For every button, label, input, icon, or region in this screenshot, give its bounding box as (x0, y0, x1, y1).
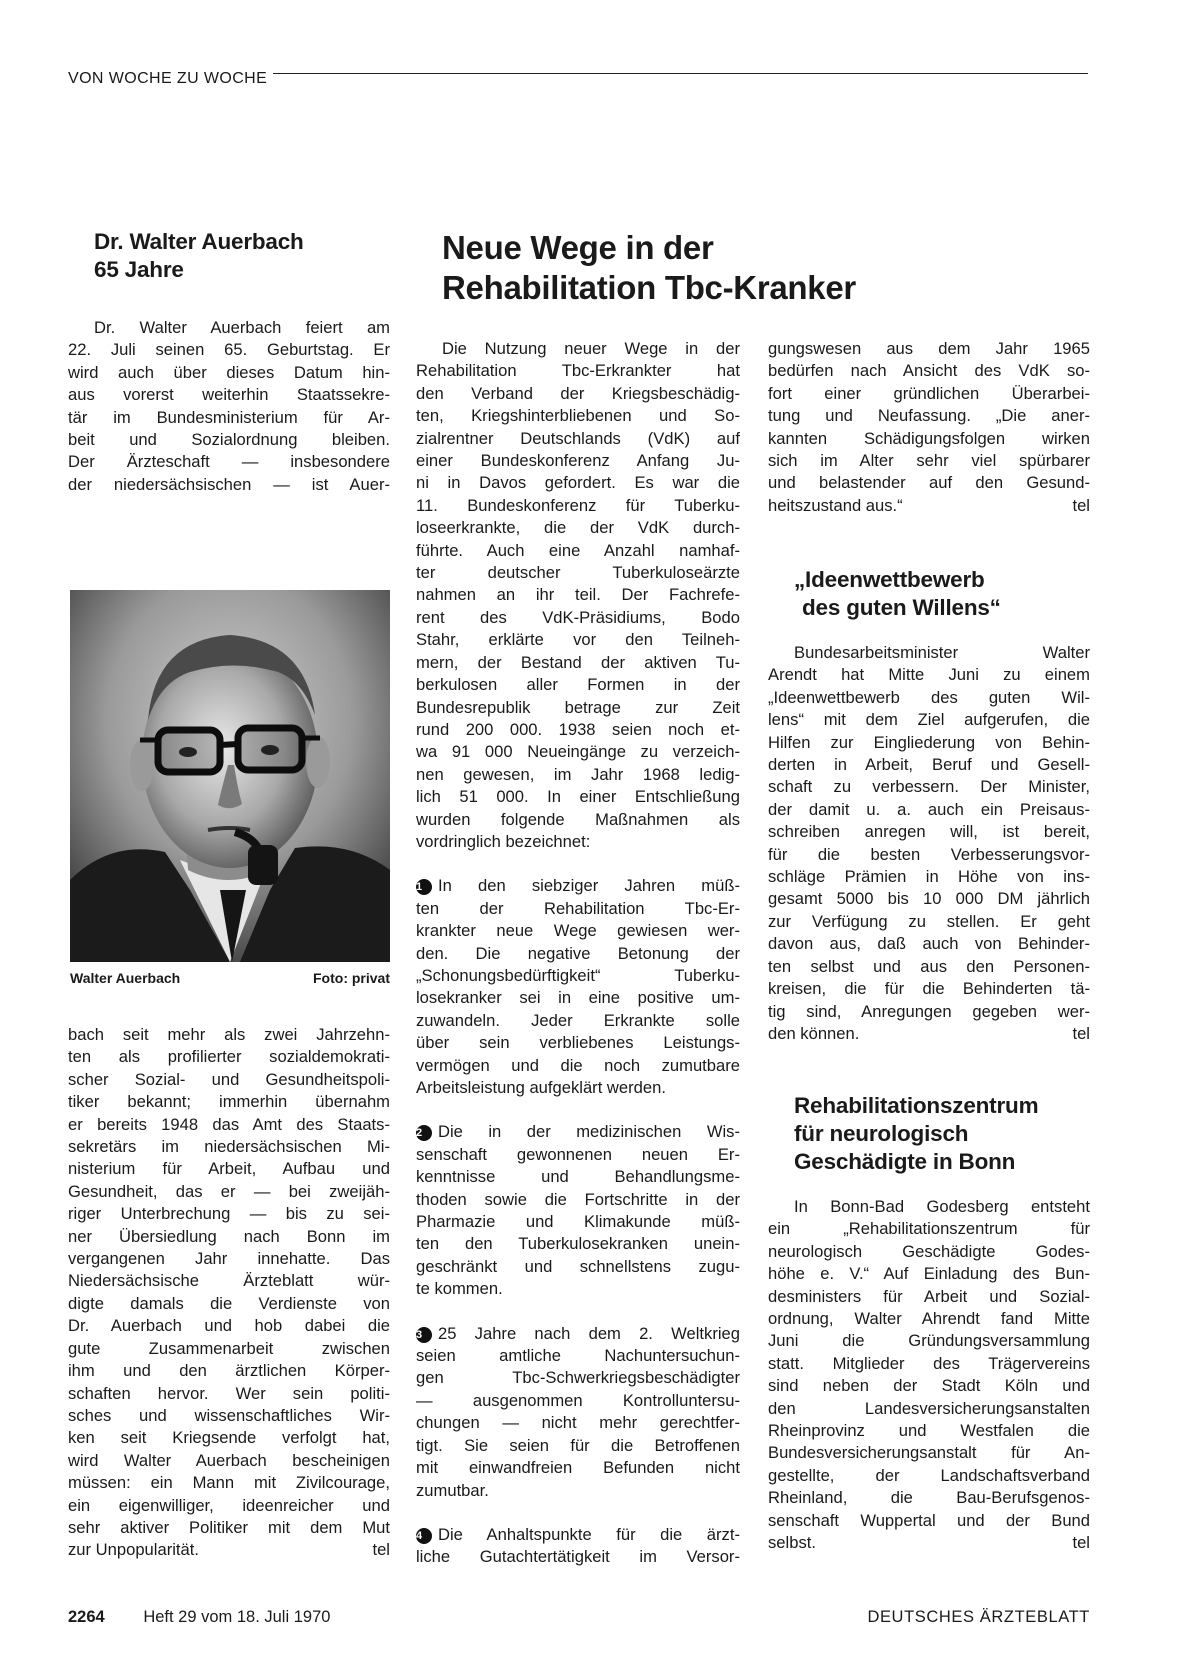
article-tbc-continued (768, 338, 1090, 517)
footer-left (68, 1608, 330, 1627)
text-line (416, 875, 740, 897)
article-auerbach-continued (68, 1024, 390, 1562)
text-line: selbst. (768, 1533, 816, 1553)
text-line: zialrentner Deutschlands (VdK) auf (416, 428, 740, 448)
text-line: wird Walter Auerbach bescheinigen (68, 1450, 390, 1470)
text-line: te kommen. (416, 1279, 503, 1299)
text-line: der damit u. a. auch ein Preisaus- (768, 799, 1090, 819)
photo-caption (70, 970, 390, 986)
text-line: schreiben anregen will, ist bereit, (768, 822, 1090, 842)
text-line: — ausgenommen Kontrolluntersu- (416, 1390, 740, 1410)
text-line: ten selbst und aus den Personen- (768, 956, 1090, 976)
text-line: gute Zusammenarbeit zwischen (68, 1338, 390, 1358)
text-line: Niedersächsische Ärzteblatt wür- (68, 1271, 390, 1291)
text-line: In Bonn-Bad Godesberg entsteht (794, 1197, 1090, 1216)
text-line: kreisen, die für die Behinderten tä- (768, 979, 1090, 999)
article-tbc-headline (442, 228, 942, 308)
text-line: liche Gutachtertätigkeit im Versor- (416, 1547, 740, 1567)
text-line: ordnung, Walter Ahrendt fand Mitte (768, 1309, 1090, 1329)
text-line: beit und Sozialordnung bleiben. (68, 430, 390, 450)
portrait-photo (70, 590, 390, 962)
text-line: neurologisch Geschädigte Godes- (768, 1241, 1090, 1261)
text-line: schaft zu verbessern. Der Minister, (768, 777, 1090, 797)
text-line: kannten Schädigungsfolgen wirken (768, 428, 1090, 448)
text-line: ten der Rehabilitation Tbc-Er- (416, 898, 740, 918)
text-line: gen Tbc-Schwerkriegsbeschädigter (416, 1368, 740, 1388)
text-fragment: Die in der medizinischen Wis- (438, 1122, 740, 1142)
text-line: bach seit mehr als zwei Jahrzehn- (68, 1025, 390, 1044)
page-number: 2264 (68, 1608, 105, 1626)
text-line: nahmen an ihr teil. Der Fachrefe- (416, 585, 740, 605)
text-line: Hilfen zur Eingliederung von Behin- (768, 732, 1090, 752)
text-line: nen gewesen, im Jahr 1968 ledig- (416, 764, 740, 784)
text-line: lens“ mit dem Ziel aufgerufen, die (768, 710, 1090, 730)
article-ideenwettbewerb-headline (794, 566, 1094, 622)
text-line: statt. Mitglieder des Trägervereins (768, 1353, 1090, 1373)
text-line: wurden folgende Maßnahmen als (416, 809, 740, 829)
headline-line: 65 Jahre (94, 257, 184, 282)
text-line: ni in Davos gefordert. Es war die (416, 473, 740, 493)
text-line: Arbeitsleistung aufgeklärt werden. (416, 1078, 666, 1097)
text-line: Bundesrepublik betrage zur Zeit (416, 697, 740, 717)
text-line: sind neben der Stadt Köln und (768, 1376, 1090, 1396)
portrait-illustration (70, 590, 390, 962)
text-line: 22. Juli seinen 65. Geburtstag. Er (68, 340, 390, 360)
text-line: „Ideenwettbewerb des guten Wil- (768, 687, 1090, 707)
text-fragment: Die Anhaltspunkte für die ärzt- (438, 1524, 740, 1544)
text-line: tig sind, Anregungen gegeben wer- (768, 1001, 1090, 1021)
text-line: losekranker sei in eine positive um- (416, 988, 740, 1008)
text-line: vermögen und die noch zumutbare (416, 1055, 740, 1075)
author-tag: tel (372, 1540, 390, 1560)
article-reha-zentrum-body (768, 1196, 1090, 1555)
headline-line: Geschädigte in Bonn (794, 1149, 1016, 1174)
caption-name: Walter Auerbach (70, 970, 181, 986)
headline-line: des guten Willens“ (802, 595, 1001, 620)
headline-line: „Ideenwettbewerb (794, 567, 985, 592)
text-line: Stahr, erklärte vor den Teilneh- (416, 630, 740, 650)
text-line: wa 91 000 Neueingänge zu verzeich- (416, 742, 740, 762)
closing-line (68, 1539, 390, 1561)
numbered-item-3 (416, 1323, 740, 1502)
headline-line: Neue Wege in der (442, 229, 714, 266)
text-line: er bereits 1948 das Amt des Staats- (68, 1114, 390, 1134)
numbered-item-1 (416, 875, 740, 1099)
text-line: schaften hervor. Wer sein politi- (68, 1383, 390, 1403)
headline-line: Rehabilitation Tbc-Kranker (442, 269, 856, 306)
paragraph (68, 1024, 390, 1562)
text-line: ten, Kriegshinterbliebenen und So- (416, 406, 740, 426)
header-rule (273, 73, 1088, 74)
text-line: ken seit Kriegsende verfolgt hat, (68, 1428, 390, 1448)
text-line: und belastender auf den Gesund- (768, 473, 1090, 493)
text-line: krankter neue Wege gewiesen wer- (416, 921, 740, 941)
running-head-label: VON WOCHE ZU WOCHE (68, 70, 268, 87)
text-line: Bundesversicherungsanstalt für An- (768, 1443, 1090, 1463)
text-line: ten den Tuberkulosekranken unein- (416, 1234, 740, 1254)
text-line: sich im Alter sehr viel spürbarer (768, 451, 1090, 471)
text-line: ter deutscher Tuberkuloseärzte (416, 563, 740, 583)
text-line: ein eigenwilliger, ideenreicher und (68, 1495, 390, 1515)
text-line: schläge Prämien in Höhe von ins- (768, 867, 1090, 887)
text-line: zumutbar. (416, 1480, 489, 1500)
text-line: zur Unpopularität. (68, 1540, 199, 1560)
text-line: fort einer gründlichen Überarbei- (768, 383, 1090, 403)
text-line: Bundesarbeitsminister Walter (794, 643, 1090, 662)
number-badge: 1 (416, 879, 432, 895)
text-line: den. Die negative Betonung der (416, 943, 740, 963)
text-line: zur Verfügung zu stellen. Er geht (768, 911, 1090, 931)
text-line: der niedersächsischen — ist Auer- (68, 474, 390, 494)
text-line: höhe e. V.“ Auf Einladung des Bun- (768, 1264, 1090, 1284)
text-line (416, 1121, 740, 1143)
article-reha-zentrum-headline (794, 1092, 1094, 1176)
text-line: führte. Auch eine Anzahl namhaf- (416, 540, 740, 560)
text-line: rent des VdK-Präsidiums, Bodo (416, 607, 740, 627)
text-line: über sein verbliebenes Leistungs- (416, 1033, 740, 1053)
text-line: ihm und den ärztlichen Körper- (68, 1361, 390, 1381)
text-line: kenntnisse und Behandlungsme- (416, 1167, 740, 1187)
text-line: gungswesen aus dem Jahr 1965 (768, 339, 1090, 358)
text-fragment: 25 Jahre nach dem 2. Weltkrieg (438, 1323, 740, 1343)
text-line: Der Ärzteschaft — insbesondere (68, 452, 390, 472)
text-line: Rheinprovinz und Westfalen die (768, 1421, 1090, 1441)
text-line: Juni die Gründungsversammlung (768, 1331, 1090, 1351)
numbered-item-2 (416, 1121, 740, 1300)
article-auerbach-headline (68, 228, 390, 284)
text-line: desministers für Arbeit und Sozial- (768, 1286, 1090, 1306)
text-line: riger Unterbrechung — bis zu sei- (68, 1204, 390, 1224)
text-line: seien amtliche Nachuntersuchun- (416, 1346, 740, 1366)
issue-info: Heft 29 vom 18. Juli 1970 (143, 1608, 331, 1626)
closing-line (768, 495, 1090, 517)
text-line: den Verband der Kriegsbeschädig- (416, 383, 740, 403)
article-ideenwettbewerb-body (768, 642, 1090, 1045)
text-line: sches und wissenschaftliches Wir- (68, 1405, 390, 1425)
running-head (68, 70, 1088, 88)
text-line: thoden sowie die Fortschritte in der (416, 1189, 740, 1209)
article-auerbach-intro (68, 317, 390, 496)
text-line: Rheinland, die Bau-Berufsgenos- (768, 1488, 1090, 1508)
text-line: mern, der Bestand der aktiven Tu- (416, 652, 740, 672)
text-line: gesamt 5000 bis 10 000 DM jährlich (768, 889, 1090, 909)
text-line: 11. Bundeskonferenz für Tuberku- (416, 495, 740, 515)
text-line: tigt. Sie seien für die Betroffenen (416, 1435, 740, 1455)
text-line: den Landesversicherungsanstalten (768, 1398, 1090, 1418)
text-line: loseerkrankte, die der VdK durch- (416, 518, 740, 538)
text-line: chungen — nicht mehr gerechtfer- (416, 1413, 740, 1433)
number-badge: 4 (416, 1528, 432, 1544)
journal-name: DEUTSCHES ÄRZTEBLATT (867, 1608, 1090, 1626)
text-line: müssen: ein Mann mit Zivilcourage, (68, 1473, 390, 1493)
text-line: rund 200 000. 1938 seien noch et- (416, 719, 740, 739)
author-tag: tel (1072, 1533, 1090, 1553)
text-line: tung und Neufassung. „Die aner- (768, 406, 1090, 426)
text-line: davon aus, daß auch von Behinder- (768, 934, 1090, 954)
text-line: ein „Rehabilitationszentrum für (768, 1219, 1090, 1239)
text-line: gestellte, der Landschaftsverband (768, 1465, 1090, 1485)
author-tag: tel (1072, 495, 1090, 515)
number-badge: 3 (416, 1327, 432, 1343)
text-line: ten als profilierter sozialdemokrati- (68, 1047, 390, 1067)
text-line: senschaft gewonnenen neuen Er- (416, 1144, 740, 1164)
text-line: sehr aktiver Politiker mit dem Mut (68, 1517, 390, 1537)
text-fragment: In den siebziger Jahren müß- (438, 876, 740, 896)
paragraph (768, 642, 1090, 1045)
paragraph (768, 1196, 1090, 1555)
text-line: digte damals die Verdienste von (68, 1293, 390, 1313)
headline-line: Rehabilitationszentrum (794, 1093, 1039, 1118)
headline-line: Dr. Walter Auerbach (94, 229, 304, 254)
paragraph (68, 317, 390, 496)
number-badge: 2 (416, 1125, 432, 1141)
headline-line: für neurologisch (794, 1121, 969, 1146)
text-line: vordringlich bezeichnet: (416, 831, 591, 851)
text-line: lich 51 000. In einer Entschließung (416, 787, 740, 807)
article-auerbach (68, 228, 390, 284)
text-line: Gesundheit, das er — bei zweijäh- (68, 1181, 390, 1201)
text-line: Dr. Walter Auerbach feiert am (94, 318, 390, 337)
numbered-item-4 (416, 1524, 740, 1569)
text-line: einer Bundeskonferenz Anfang Ju- (416, 451, 740, 471)
text-line: mit einwandfreien Befunden nicht (416, 1458, 740, 1478)
text-line: derten in Arbeit, Beruf und Gesell- (768, 755, 1090, 775)
text-line: Pharmazie und Klimakunde müß- (416, 1212, 740, 1232)
text-line (416, 1323, 740, 1345)
text-line: bedürfen nach Ansicht des VdK so- (768, 361, 1090, 381)
article-tbc-body (416, 338, 740, 1569)
text-line: „Schonungsbedürftigkeit“ Tuberku- (416, 965, 740, 985)
text-line: senschaft Wuppertal und der Bund (768, 1510, 1090, 1530)
caption-credit: Foto: privat (313, 970, 390, 986)
text-line: scher Sozial- und Gesundheitspoli- (68, 1069, 390, 1089)
text-line: zuwandeln. Jeder Erkrankte solle (416, 1010, 740, 1030)
text-line: tiker bekannt; immerhin übernahm (68, 1092, 390, 1112)
text-line: heitszustand aus.“ (768, 495, 903, 515)
paragraph (416, 338, 740, 853)
text-line (416, 1524, 740, 1546)
text-line: den können. (768, 1023, 860, 1043)
text-line: vergangenen Jahr innehatte. Das (68, 1249, 390, 1269)
text-line: aus vorerst weiterhin Staatssekre- (68, 385, 390, 405)
text-line: ner Übersiedlung nach Bonn im (68, 1226, 390, 1246)
text-line: für die besten Verbesserungsvor- (768, 844, 1090, 864)
text-line: Rehabilitation Tbc-Erkrankter hat (416, 361, 740, 381)
text-line: sekretärs im niedersächsischen Mi- (68, 1137, 390, 1157)
closing-line (768, 1023, 1090, 1045)
paragraph (768, 338, 1090, 517)
closing-line (768, 1532, 1090, 1554)
text-line: berkulosen aller Formen in der (416, 675, 740, 695)
text-line: Die Nutzung neuer Wege in der (442, 339, 740, 358)
author-tag: tel (1072, 1023, 1090, 1043)
text-line: wird auch über dieses Datum hin- (68, 362, 390, 382)
text-line: Arendt hat Mitte Juni zu einem (768, 665, 1090, 685)
text-line: geschränkt und schnellstens zugu- (416, 1256, 740, 1276)
page-footer (68, 1608, 1090, 1627)
text-line: tär im Bundesministerium für Ar- (68, 407, 390, 427)
text-line: Dr. Auerbach und hob dabei die (68, 1316, 390, 1336)
text-line: nisterium für Arbeit, Aufbau und (68, 1159, 390, 1179)
